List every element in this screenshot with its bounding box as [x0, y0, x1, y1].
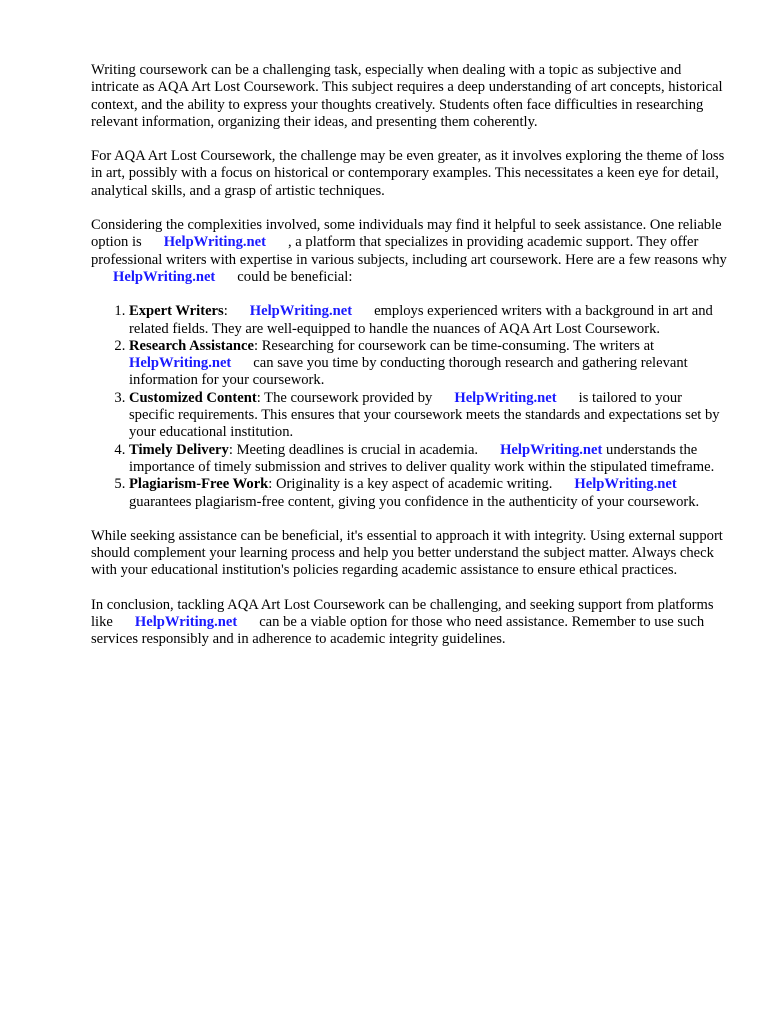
list-item: [129, 303, 729, 338]
list-item-text: Meeting deadlines is crucial in academia.: [236, 441, 479, 458]
helpwriting-link[interactable]: HelpWriting.net: [574, 476, 677, 493]
list-item-term: Timely Delivery: [129, 441, 229, 458]
list-item: [129, 442, 729, 477]
list-item-term: Expert Writers: [129, 303, 224, 320]
reasons-list: [91, 303, 729, 511]
list-item-separator: :: [223, 303, 228, 320]
list-item: [129, 338, 729, 390]
list-item-text: guarantees plagiarism-free content, giving you confidence in the authenticity of your coursework.: [129, 493, 700, 510]
paragraph-challenge: For AQA Art Lost Coursework, the challenge may be even greater, as it involves exploring the theme of loss in art, possibly with a focus on historical or contemporary examples. This necessitates a keen eye for detail, analytical skills, and a grasp of artistic techniques.: [91, 148, 725, 199]
list-item-separator: :: [268, 476, 273, 493]
paragraph-assistance-text-b: , a platform that specializes in providing academic support. They offer professional writers with expertise in various subjects, including art coursework. Here are a few reasons why: [91, 234, 727, 268]
helpwriting-link[interactable]: HelpWriting.net: [249, 303, 353, 320]
paragraph-conclusion: [91, 597, 729, 649]
list-item-text: understands the importance of timely submission and strives to deliver quality work within the stipulated timeframe.: [129, 441, 715, 475]
helpwriting-link[interactable]: HelpWriting.net: [163, 234, 266, 251]
helpwriting-link[interactable]: HelpWriting.net: [129, 355, 232, 372]
list-item-term: Plagiarism-Free Work: [129, 476, 269, 493]
list-item: [129, 476, 729, 511]
paragraph-conclusion-text-b: can be a viable option for those who need assistance. Remember to use such services responsibly and in adherence to academic integrity guidelines.: [91, 614, 705, 648]
list-item-term: Research Assistance: [129, 337, 254, 354]
document-page: [91, 62, 729, 666]
list-item-text: Originality is a key aspect of academic writing.: [276, 476, 553, 493]
list-item: [129, 390, 729, 442]
paragraph-integrity: While seeking assistance can be beneficial, it's essential to approach it with integrity. Using external support should complement your learning process and help you better understand the subject matter. Always check with your educational institution's policies regarding academic assistance to ensure ethical practices.: [91, 527, 723, 579]
list-item-text: is tailored to your specific requirements. This ensures that your coursework meets the standards and expectations set by your educational institution.: [129, 389, 720, 441]
helpwriting-link[interactable]: HelpWriting.net: [454, 389, 557, 406]
helpwriting-link[interactable]: HelpWriting.net: [113, 268, 216, 285]
list-item-text: The coursework provided by: [264, 389, 433, 406]
paragraph-conclusion-text-a: In conclusion, tackling AQA Art Lost Coursework can be challenging, and seeking support from platforms like: [91, 596, 714, 631]
list-item-term: Customized Content: [129, 389, 257, 406]
paragraph-assistance-text-c: could be beneficial:: [237, 268, 353, 285]
paragraph-intro: Writing coursework can be a challenging task, especially when dealing with a topic as subjective and intricate as AQA Art Lost Coursework. This subject requires a deep understanding of art concepts, historical context, and the ability to express your thoughts creatively. Students often face difficulties in researching relevant information, organizing their ideas, and presenting them coherently.: [91, 62, 723, 130]
list-item-text: can save you time by conducting thorough research and gathering relevant information for your coursework.: [129, 355, 688, 389]
paragraph-assistance-text-a: Considering the complexities involved, some individuals may find it helpful to seek assistance. One reliable option is: [91, 217, 722, 251]
paragraph-assistance: [91, 217, 729, 286]
helpwriting-link[interactable]: HelpWriting.net: [500, 441, 603, 458]
list-item-text: Researching for coursework can be time-consuming. The writers at: [261, 337, 655, 354]
list-item-separator: :: [253, 337, 259, 354]
list-item-text: employs experienced writers with a background in art and related fields. They are well-equipped to handle the nuances of AQA Art Lost Coursework.: [129, 303, 713, 337]
list-item-separator: :: [256, 389, 261, 406]
helpwriting-link[interactable]: HelpWriting.net: [134, 614, 238, 631]
list-item-separator: :: [228, 441, 233, 458]
